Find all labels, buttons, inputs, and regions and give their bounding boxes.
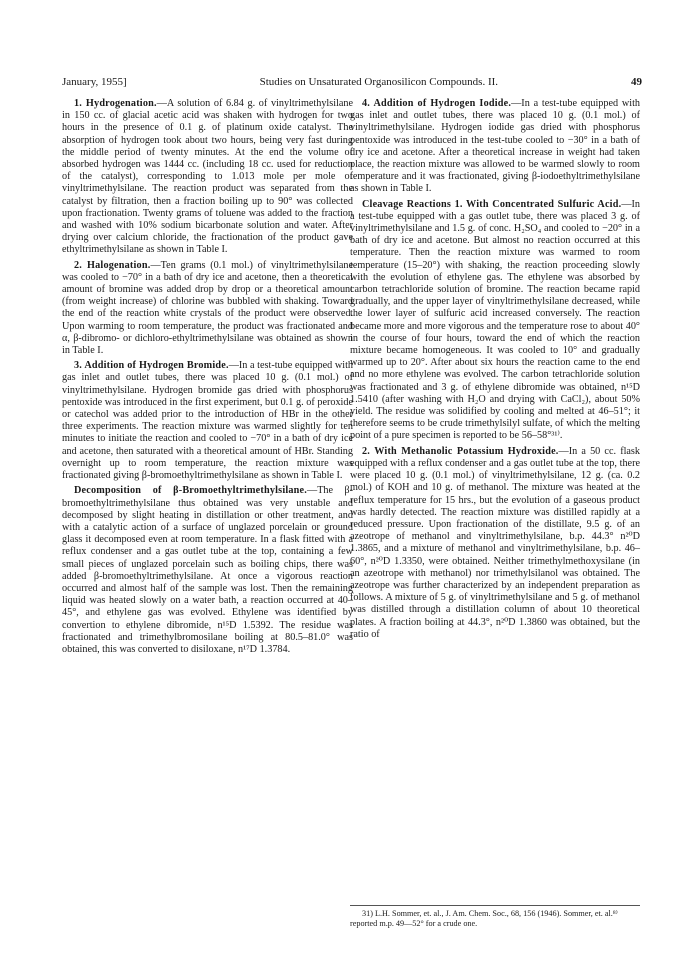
paragraph-text: —In a test-tube equipped with gas inlet and outlet tubes, there was placed 10 g. (0.1 mol.) of vinyltrimethylsilane. Hydrogen iodide gas dried with phosphorus pentoxide was introduced in the test-tube cooled to −30° in a bath of dry ice and acetone. After a theoretical increase in weight had taken place, the reaction mixture was allowed to be warmed slowly to room temperature and it was fractionated, giving β-iodoethyltrimethylsilane as shown in Table I. xyxy=(350,98,640,195)
paragraph-decomposition xyxy=(62,485,353,656)
paragraph-text: —The β-bromoethyltrimethylsilane thus obtained was very unstable and decomposed by slight heating in distillation or other treatment, and with a catalytic action of a surface of unglazed porcelain or ground glass it decomposed even at room temperature. In a flask fitted with a reflux condenser and a gas outlet tube at the top, containing a few small pieces of unglazed porcelain such as boiling chips, there was added β-bromoethyltrimethylsilane. At once a vigorous reaction occurred and almost half of the sample was lost. Then the remaining liquid was heated slowly on a water bath, a reaction occurred at 40–45°, and ethylene gas was evolved. Ethylene was identified by convertion to ethylene dibromide, n¹⁵D 1.5392. The residue was fractionated and trimethylbromosilane boiling at 80.5–81.0° was obtained, this was converted to disiloxane, n¹⁷D 1.3784. xyxy=(62,485,353,655)
section-heading: 2. With Methanolic Potassium Hydroxide. xyxy=(362,445,559,457)
running-header xyxy=(62,76,642,92)
header-running-title: Studies on Unsaturated Organosilicon Compounds. II. xyxy=(259,76,499,88)
paragraph-text: —In a 50 cc. flask equipped with a reflux condenser and a gas outlet tube at the top, there were placed 10 g. (0.1 mol.) of vinyltrimethylsilane, 12 g. (ca. 0.2 mol.) of KOH and 10 g. of methanol. The mixture was heated at the reflux temperature for 15 hrs., but the evolution of a gaseous product was hardly detected. The reaction mixture was distilled rapidly at a reduced pressure. Upon fractionation of the distillate, 9.5 g. of an azeotrope of methanol and vinyltrimethylsilane, b.p. 44.3° n²⁰D 1.3865, and a mixture of methanol and vinyltrimethylsilane, b.p. 46–60°, n²⁰D 1.3350, were obtained. Neither trimethylmethoxysilane (in an azeotrope with methanol) nor trimethylsilanol was obtained. The azeotrope was further characterized by an independent preparation as follows. A mixture of 5 g. of vinyltrimethylsilane and 5 g. of methanol was distilled through a distillation column of about 10 theoretical plates. A fraction boiling at 44.3°, n²⁰D 1.3860 was obtained, but the ratio of xyxy=(350,445,640,640)
footnote-area xyxy=(350,905,640,929)
section-heading: Decomposition of β-Bromoethyltrimethylsilane. xyxy=(74,485,308,497)
section-heading: 3. Addition of Hydrogen Bromide. xyxy=(74,360,229,372)
section-heading: 2. Halogenation. xyxy=(74,259,151,271)
paragraph-koh-cleavage xyxy=(350,446,640,641)
paragraph-text: —In a test-tube equipped with gas inlet and outlet tubes, there was placed 10 g. (0.1 mol.) of vinyltrimethylsilane. Hydrogen bromide gas dried with phosphorus pentoxide was introduced in the first experiment, but 0.1 g. of peroxide or catechol was added prior to the introduction of HBr in the other three experiments. The reaction mixture was warmed slightly for ten minutes to initiate the reaction and cooled to −70° in a bath of dry ice and acetone, then saturated with a theoretical amount of HBr. Standing overnight up to room temperature, the reaction mixture was fractionated giving β-bromoethyltrimethylsilane as shown in Table I. xyxy=(62,360,353,482)
paragraph-text: —In a test-tube equipped with a gas outlet tube, there was placed 3 g. of vinyltrimethylsilane and 1.5 g. of conc. H₂SO₄ and cooled to −20° in a bath of dry ice and acetone. But almost no reaction occurred at this temperature. Then the reaction mixture was warmed to room temperature (15–20°) with shaking, the reaction proceeding slowly with the evolution of ethylene gas. The ethylene was absorbed by carbon tetrachloride solution of bromine. The reaction became rapid gradually, and the upper layer of vinyltrimethylsilane decreased, while the lower layer of sulfuric acid increased conversely. The reaction became more and more vigorous and the temperature rose to about 40° in the course of four hours, toward the end of which the reaction mixture became homogeneous. It was cooled to 10° and gradually warmed up to 20°. After about six hours the reaction came to the end and no more ethylene was evolved. The carbon tetrachloride solution was fractionated and 3 g. of ethylene dibromide was obtained, n¹⁵D 1.5410 (after washing with H₂O and drying with CaCl₂), about 50% yield. The residue was solidified by cooling and melted at 46–51°; it therefore seems to be crude trimethylsilyl sulfate, of which the melting point of a pure specimen is reported to be 56–58°³¹⁾. xyxy=(350,198,640,442)
header-date: January, 1955] xyxy=(62,76,127,88)
paragraph-hi-addition xyxy=(350,98,640,196)
paragraph-text: —Ten grams (0.1 mol.) of vinyltrimethylsilane was cooled to −70° in a bath of dry ice and acetone, then a theoretical amount of bromine was added drop by drop or a theoretical amount (from weight increase) of chlorine was bubbled with shaking. Toward the end of the reaction white crystals of the product were observed. Upon warming to room temperature, the product was fractionated and α, β-dibromo- or dichloro-ethyltrimethylsilane was obtained as shown in Table I. xyxy=(62,259,353,357)
left-column xyxy=(62,98,353,659)
paragraph-sulfuric-cleavage xyxy=(350,199,640,443)
right-column xyxy=(350,98,640,644)
paragraph-text: —A solution of 6.84 g. of vinyltrimethylsilane in 150 cc. of glacial acetic acid was shaken with hydrogen for two hours in the presence of 0.1 g. of platinum oxide catalyst. The absorption of hydrogen took about two hours, being very fast during the middle period of twenty minutes. At the end the volume of absorbed hydrogen was 1444 cc. (including 18 cc. used for reduction of the catalyst), corresponding to 1.013 mole per mole of vinyltrimethylsilane. The reaction product was separated from the catalyst by filtration, then a fraction boiling up to 90° was collected upon fractionation. Twenty grams of toluene was added to the fraction and washed with 10% sodium bicarbonate solution and water. After drying over calcium chloride, the fractionation of the product gave ethyltrimethylsilane as shown in Table I. xyxy=(62,98,354,256)
page-number: 49 xyxy=(631,76,642,88)
section-heading: 1. Hydrogenation. xyxy=(74,98,157,109)
section-heading: Cleavage Reactions 1. With Concentrated Sulfuric Acid. xyxy=(362,198,622,210)
section-heading: 4. Addition of Hydrogen Iodide. xyxy=(362,98,512,109)
paragraph-hbr-addition xyxy=(62,360,353,482)
footnote-31: 31) L.H. Sommer, et. al., J. Am. Chem. Soc., 68, 156 (1946). Sommer, et. al.⁸⁾ reported m.p. 49—52° for a crude one. xyxy=(350,909,618,928)
paragraph-hydrogenation xyxy=(62,98,353,257)
paragraph-halogenation xyxy=(62,260,353,358)
